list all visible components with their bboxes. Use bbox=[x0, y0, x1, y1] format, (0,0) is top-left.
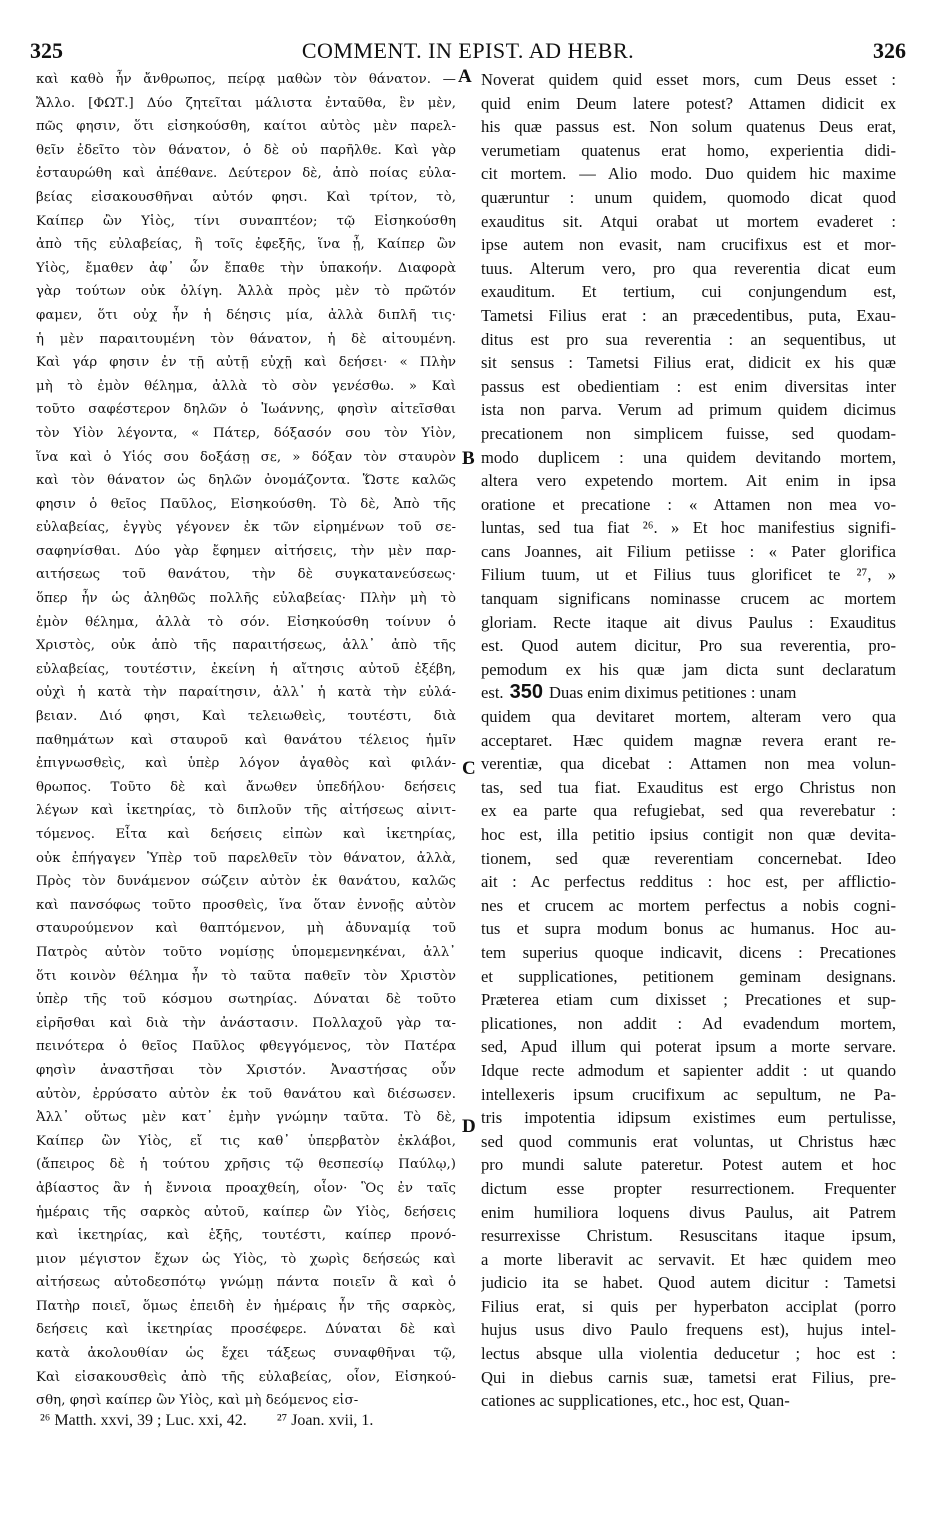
greek-line: εἰρῆσθαι καὶ διὰ τὴν ἀνάστασιν. Πολλαχοῦ γὰρ τα- bbox=[36, 1015, 456, 1031]
greek-line: ὅπερ ἦν ὡς ἀληθῶς πολλῆς εὐλαβείας· Πλὴν μὴ τὸ bbox=[36, 591, 456, 607]
latin-line: dictum esse propter resurrectionem. Frequenter bbox=[481, 1178, 896, 1198]
latin-line: lectus absque ulla violentia deducetur ; hoc est : bbox=[481, 1344, 896, 1364]
greek-line: εὐλαβείας, ἐγγὺς γέγονεν ἐκ τῶν εἰρημένων τοῦ σε- bbox=[36, 520, 456, 536]
latin-line: exauditus sit. Atqui orabat ut mortem evaderet : bbox=[481, 211, 896, 231]
latin-line: judicio ita se habet. Quod autem dicitur : Tametsi bbox=[481, 1273, 896, 1293]
latin-line: ait : Ac perfectus redditus : hoc est, per afflictio- bbox=[481, 872, 896, 892]
latin-line: tris impotentia idipsum existimes eum pertulisse, bbox=[481, 1108, 896, 1128]
latin-line: oratione et precatione : « Attamen non mea vo- bbox=[481, 494, 896, 514]
latin-line: altera vero expetendo mortem. Ait enim in ipsa bbox=[481, 471, 896, 491]
latin-line: pemodum ex his quæ jam dicta sunt declaratum bbox=[481, 659, 896, 679]
latin-line: intellexeris ipsum crucifixum ac sepultum, ne Pa- bbox=[481, 1084, 896, 1104]
greek-line: καὶ πανσόφως τοῦτο προσθεὶς, ἵνα ὅταν ἐννοῇς αὐτὸν bbox=[36, 897, 456, 913]
greek-line: παθημάτων καὶ σταυροῦ καὶ θανάτου τέλειος ἡμῖν bbox=[36, 732, 456, 748]
latin-line: plicationes, non addit : Ad evadendum mortem, bbox=[481, 1013, 896, 1033]
footnotes bbox=[40, 1412, 640, 1430]
greek-line: καὶ τὸν θάνατον ὡς δηλῶν ὀνομάζοντα. Ὥστε καλῶς bbox=[36, 473, 456, 489]
greek-line: θρωπος. Τοῦτο δὲ καὶ ἄνωθεν ὑπεδήλου· δεήσεις bbox=[36, 779, 456, 795]
greek-line: τόμενος. Εἶτα καὶ δεήσεις εἰπὼν καὶ ἱκετηρίας, bbox=[36, 827, 456, 842]
latin-line: Tametsi Filius erat : an præcedentibus, puta, Exau- bbox=[481, 305, 896, 325]
greek-line: σθη, φησὶ καίπερ ὢν Υἱὸς, καὶ μὴ δεόμενος εἰσ- bbox=[36, 1393, 359, 1409]
latin-line: luntas, sed tua fiat ²⁶. » Et hoc manifestius signifi- bbox=[481, 518, 896, 538]
greek-line: Πατρὸς αὐτὸν τοῦτο νομίσῃς ὑπομεμενηκέναι, ἀλλ᾽ bbox=[36, 944, 456, 960]
latin-line-rest: Duas enim diximus petitiones : unam bbox=[548, 683, 797, 703]
latin-line: quid enim Deum latere potest? Attamen didicit ex bbox=[481, 93, 896, 113]
latin-line: tanquam significans nominasse crucem ac mortem bbox=[481, 589, 896, 609]
latin-line: Qui in diebus carnis suæ, tametsi erat Filius, pre- bbox=[481, 1367, 896, 1387]
latin-line: gloriam. Recte itaque ait divus Paulus : Exauditus bbox=[481, 612, 896, 632]
greek-text-column bbox=[36, 68, 456, 1413]
greek-line: λέγων καὶ ἱκετηρίας, τὸ διπλοῦν τῆς αἰτήσεως αἰνιτ- bbox=[36, 803, 456, 819]
greek-line: καὶ ἱκετηρίας, καὶ ἑξῆς, τουτέστι, καίπερ προνό- bbox=[36, 1228, 456, 1244]
latin-line: nes et crucem ac mortem perfectus a nobis cogni- bbox=[481, 895, 896, 915]
greek-line: ἐσταυρώθη καὶ ἀπέθανε. Δεύτερον δὲ, ἀπὸ ποίας εὐλα- bbox=[36, 166, 456, 182]
section-marker-d: D bbox=[462, 1116, 476, 1137]
greek-line: τοῦτο σαφέστερον δηλῶν ὁ Ἰωάννης, φησὶν αἰτεῖσθαι bbox=[36, 402, 456, 418]
greek-line: Καὶ γάρ φησιν ἐν τῇ αὐτῇ εὐχῇ καὶ δεήσει· « Πλὴν bbox=[36, 355, 456, 371]
greek-line: καὶ καθὸ ἦν ἄνθρωπος, πείρᾳ μαθὼν τὸν θάνατον. — bbox=[36, 72, 456, 87]
latin-line: precationem non simplicem fuisse, sed quodam- bbox=[481, 423, 896, 443]
latin-line: verumetiam quatenus erat homo, experientia didi- bbox=[481, 140, 896, 160]
greek-line: τὸν Υἱὸν λέγοντα, « Πάτερ, δόξασόν σου τὸν Υἱὸν, bbox=[36, 425, 456, 441]
running-title: COMMENT. IN EPIST. AD HEBR. bbox=[301, 38, 635, 63]
greek-line: Χριστὸς, οὐκ ἀπὸ τῆς παραιτήσεως, ἀλλ᾽ ἀπὸ τῆς bbox=[36, 638, 456, 654]
greek-line: Ἀλλ᾽ οὕτως μὲν κατ᾽ ἐμὴν γνώμην ταῦτα. Τὸ δὲ, bbox=[36, 1110, 456, 1126]
greek-line: οὐχὶ ἡ κατὰ τὴν παραίτησιν, ἀλλ᾽ ἡ κατὰ τὴν εὐλά- bbox=[36, 685, 456, 701]
running-header bbox=[30, 38, 906, 62]
footnote-27: ²⁷ Joan. xvii, 1. bbox=[276, 1412, 374, 1429]
latin-line: exauditum. Et tertium, cui conjungendum est, bbox=[481, 282, 896, 302]
latin-line: cans Joannes, ait Filium petiisse : « Pater glorifica bbox=[481, 541, 896, 561]
greek-line: αὐτὸν, ἐρρύσατο αὐτὸν ἐκ τοῦ θανάτου καὶ διέσωσεν. bbox=[36, 1086, 456, 1102]
section-marker-b: B bbox=[462, 448, 475, 469]
latin-line: est. Quod autem dicitur, Pro sua reverentia, pro- bbox=[481, 636, 896, 656]
latin-line: ditus est pro sua reverentia : an sequentibus, ut bbox=[481, 329, 896, 349]
latin-line: sit sensus : Tametsi Filius erat, didicit ex his quæ bbox=[481, 353, 896, 373]
greek-line: φαμεν, ὅτι οὐχ ἦν ἡ δέησις μία, ἀλλὰ διπλῆ τις· bbox=[36, 307, 456, 323]
greek-line: ἡμέραις τῆς σαρκὸς αὐτοῦ, καίπερ ὢν Υἱὸς, δεήσεις bbox=[36, 1204, 456, 1220]
latin-line: sed, Apud illum qui poterat ipsum a morte servare. bbox=[481, 1037, 896, 1057]
greek-line: Καίπερ ὢν Υἱὸς, εἴ τις καθ᾽ ὑπερβατὸν ἐκλάβοι, bbox=[36, 1133, 456, 1149]
latin-line: ipse autem non evasit, nam crucifixus est et mor- bbox=[481, 235, 896, 255]
greek-line: ἡ μὲν παραιτουμένη τὸν θάνατον, ἡ δὲ αἰτουμένη. bbox=[36, 331, 456, 347]
latin-line: acceptaret. Hæc quidem magnæ revera erant re- bbox=[481, 730, 896, 750]
latin-line-start: est. bbox=[481, 683, 504, 703]
greek-line: ἀβίαστος ἂν ἡ ἔννοια προαχθείη, οἷον· Ὃς ἐν ταῖς bbox=[36, 1180, 456, 1196]
greek-line: Καίπερ ὢν Υἱὸς, τίνι συναπτέον; τῷ Εἰσηκούσθη bbox=[36, 213, 456, 229]
greek-line: εὐλαβείας, τουτέστιν, ἐκείνη ἡ αἴτησις αὐτοῦ ἐξέβη, bbox=[36, 661, 456, 677]
latin-line: verentiæ, qua dicebat : Attamen non mea volun- bbox=[481, 754, 896, 774]
latin-line: his quæ passus est. Non solum quatenus Deus erat, bbox=[481, 117, 896, 137]
greek-line: θεῖν ἐδεῖτο τὸν θάνατον, ὁ δὲ οὐ παρῆλθε. Καὶ γὰρ bbox=[36, 142, 456, 158]
greek-line: σταυρούμενον καὶ θαπτόμενον, μὴ ἀδυναμίᾳ τοῦ bbox=[36, 921, 456, 937]
latin-line: quidem qua devitaret mortem, alteram vero qua bbox=[481, 707, 896, 727]
latin-line: resurrexisse Christum. Resuscitans itaque ipsum, bbox=[481, 1226, 896, 1246]
greek-line: Ἄλλο. [ΦΩΤ.] Δύο ζητεῖται μάλιστα ἐνταῦθα, ἓν μὲν, bbox=[36, 95, 456, 111]
latin-line: ista non parva. Verum ad primum quidem dicimus bbox=[481, 400, 896, 420]
section-marker-a: A bbox=[458, 66, 472, 87]
latin-line: Idque recte admodum et sapienter addit : ut quando bbox=[481, 1060, 896, 1080]
greek-line: ἐμὸν θέλημα, ἀλλὰ τὸ σόν. Εἰσηκούσθη τοίνυν ὁ bbox=[36, 614, 456, 630]
greek-line: φησὶν ἀναστῆσαι τὸν Χριστόν. Ἀναστήσας οὖν bbox=[36, 1062, 456, 1078]
page-number-left: 325 bbox=[30, 38, 63, 63]
latin-line: tionem, sed quæ reverentiam concernebat. Ideo bbox=[481, 848, 896, 868]
latin-line bbox=[481, 681, 896, 705]
page-number-right: 326 bbox=[873, 38, 906, 63]
latin-line: pro mundi salute pateretur. Potest autem et hoc bbox=[481, 1155, 896, 1175]
greek-line: μιον μέγιστον ἔχων ὡς Υἱὸς, τὸ χωρὶς δεήσεώς καὶ bbox=[36, 1251, 456, 1267]
latin-line: cit mortem. — Alio modo. Duo quidem hic maxime bbox=[481, 164, 896, 184]
greek-line: αἰτήσεως αὐτοδεσπότῳ γνώμῃ πάντα ποιεῖν ἃ καὶ ὁ bbox=[36, 1275, 456, 1291]
greek-line: Πατὴρ ποιεῖ, ὅμως ἐπειδὴ ἐν ἡμέραις ἦν τῆς σαρκὸς, bbox=[36, 1298, 456, 1314]
latin-line: passus est obedientiam : est enim diversitas inter bbox=[481, 376, 896, 396]
greek-line: αιτήσεως τοῦ θανάτου, τὴν δὲ συγκατανεύσεως· bbox=[36, 567, 456, 583]
greek-line: Καὶ εἰσακουσθεὶς ἀπὸ τῆς εὐλαβείας, οἷον, Εἰσηκού- bbox=[36, 1369, 456, 1385]
greek-line: Πρὸς τὸν δυνάμενον σώζειν αὐτὸν ἐκ θανάτου, καλῶς bbox=[36, 874, 456, 890]
latin-line: tus et supra modum bonus ac humanus. Hoc au- bbox=[481, 919, 896, 939]
latin-line: et supplicationes, petitionem geminam designans. bbox=[481, 966, 896, 986]
greek-line: (ἄπειρος δὲ ἡ τούτου χρῆσις τῷ θεσπεσίῳ Παύλῳ,) bbox=[36, 1157, 456, 1173]
greek-line: ἵνα καὶ ὁ Υἱός σου δοξάσῃ σε, » δόξαν τὸν σταυρὸν bbox=[36, 449, 456, 465]
latin-text-column bbox=[481, 68, 896, 1413]
greek-line: πεινότερα ὁ θεῖος Παῦλος φθεγγόμενος, τὸν Πατέρα bbox=[36, 1039, 456, 1055]
greek-line: φησιν ὁ θεῖος Παῦλος, Εἰσηκούσθη. Τὸ δὲ, Ἀπὸ τῆς bbox=[36, 496, 456, 512]
section-marker-c: C bbox=[462, 758, 476, 779]
greek-line: ἐπιγνωσθεὶς, καὶ ὑπὲρ λόγον ἀγαθὸς καὶ φιλάν- bbox=[36, 756, 456, 772]
greek-line: Υἱὸς, ἔμαθεν ἀφ᾽ ὧν ἔπαθε τὴν ὑπακοήν. Διαφορὰ bbox=[36, 260, 456, 276]
greek-line: γὰρ τούτων οὐκ ὀλίγη. Ἀλλὰ πρὸς μὲν τὸ πρῶτόν bbox=[36, 284, 456, 300]
greek-line: βειαν. Διό φησι, Καὶ τελειωθεὶς, τουτέστι, διὰ bbox=[36, 709, 456, 725]
latin-line: cationes ac supplicationes, etc., hoc est, Quan- bbox=[481, 1391, 790, 1411]
greek-line: πῶς φησιν, ὅτι εἰσηκούσθη, καίτοι αὐτὸς μὲν παρελ- bbox=[36, 119, 456, 135]
greek-line: ἀπὸ τῆς εὐλαβείας, ἢ τοῖς ἐφεξῆς, ἵνα ᾖ, Καίπερ ὢν bbox=[36, 237, 456, 253]
latin-line: quæruntur : unum quidem, quomodo dicat quod bbox=[481, 187, 896, 207]
greek-line: σαφηνίσθαι. Δύο γὰρ ἔφημεν αἰτήσεις, τὴν μὲν παρ- bbox=[36, 543, 456, 559]
latin-line: Noverat quidem quid esset mors, cum Deus esset : bbox=[481, 70, 896, 89]
latin-line: tuus. Alterum vero, pro qua reverentia dicat eum bbox=[481, 258, 896, 278]
greek-line: ὑπὲρ τῆς τοῦ κόσμου σωτηρίας. Δύναται δὲ τοῦτο bbox=[36, 992, 456, 1008]
latin-line: tas, sed tua fiat. Exauditus est ergo Christus non bbox=[481, 777, 896, 797]
latin-line: modo duplicem : una quidem devitando mortem, bbox=[481, 447, 896, 467]
latin-line: ex ea parte qua refugiebat, sed qua reverebatur : bbox=[481, 801, 896, 821]
column-number-marker: 350 bbox=[509, 681, 543, 704]
latin-line: hoc est, illa petitio ipsius contigit non quæ devita- bbox=[481, 825, 896, 844]
greek-line: οὐκ ἐπήγαγεν Ὑπὲρ τοῦ παρελθεῖν τὸν θάνατον, ἀλλὰ, bbox=[36, 850, 456, 866]
latin-line: tem superius quoque indicavit, dicens : Precationes bbox=[481, 942, 896, 962]
latin-line: enim humiliora loquens divus Paulus, ait Patrem bbox=[481, 1202, 896, 1222]
greek-line: ὅτι κοινὸν θέλημα ἦν τὸ ταῦτα παθεῖν τὸν Χριστὸν bbox=[36, 968, 456, 984]
latin-line: Filium tuum, ut et Filius tuus glorificet te ²⁷, » bbox=[481, 565, 896, 585]
greek-line: κατὰ ἀκολουθίαν ὡς ἔχει τάξεως συναφθῆναι τῷ, bbox=[36, 1346, 456, 1362]
greek-line: δεήσεις καὶ ἱκετηρίας προσέφερε. Δύναται δὲ καὶ bbox=[36, 1322, 456, 1338]
greek-line: βείας εἰσακουσθῆναι αὐτόν φησι. Καὶ τρίτον, τὸ, bbox=[36, 189, 456, 205]
latin-line: hujus usus divo Paulo frequens est), hujus intel- bbox=[481, 1320, 896, 1340]
greek-line: μὴ τὸ ἐμὸν θέλημα, ἀλλὰ τὸ σὸν γενέσθω. » Καὶ bbox=[36, 378, 456, 394]
latin-line: sed quod communis erat voluntas, ut Christus hæc bbox=[481, 1131, 896, 1151]
latin-line: Præterea etiam cum dixisset ; Precationes et sup- bbox=[481, 990, 896, 1010]
latin-line: a morte liberavit ac servavit. Et hæc quidem meo bbox=[481, 1249, 896, 1269]
footnote-26: ²⁶ Matth. xxvi, 39 ; Luc. xxi, 42. bbox=[40, 1412, 247, 1429]
latin-line: Filius erat, si quis per hyperbaton acciplat (porro bbox=[481, 1296, 896, 1316]
